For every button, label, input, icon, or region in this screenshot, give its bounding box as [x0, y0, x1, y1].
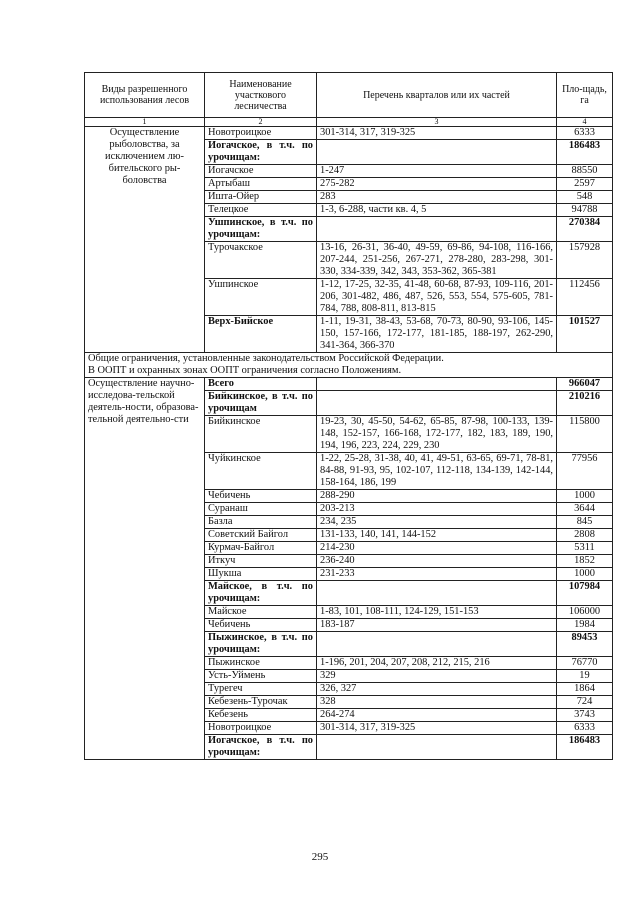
forestry-name-cell: Турегеч [205, 683, 317, 696]
quarters-cell: 131-133, 140, 141, 144-152 [317, 529, 557, 542]
column-number: 1 [85, 118, 205, 127]
forestry-name-cell: Всего [205, 378, 317, 391]
area-cell: 5311 [557, 542, 613, 555]
note-line: Общие ограничения, установленные законодательством Российской Федерации. [88, 353, 444, 364]
area-cell: 3644 [557, 503, 613, 516]
forestry-name-cell: Ушпинское, в т.ч. по урочищам: [205, 217, 317, 242]
quarters-cell: 214-230 [317, 542, 557, 555]
quarters-cell: 1-3, 6-288, части кв. 4, 5 [317, 204, 557, 217]
table-row [85, 127, 613, 140]
forestry-name-cell: Суранаш [205, 503, 317, 516]
forestry-name-cell: Шукша [205, 568, 317, 581]
forestry-name-cell: Кебезень [205, 709, 317, 722]
area-cell: 89453 [557, 632, 613, 657]
forestry-name-cell: Иогачское, в т.ч. по урочищам: [205, 140, 317, 165]
note-line: В ООПТ и охранных зонах ООПТ ограничения согласно Положениям. [88, 365, 402, 376]
forestry-name-cell: Курмач-Байгол [205, 542, 317, 555]
area-cell: 94788 [557, 204, 613, 217]
area-cell: 1864 [557, 683, 613, 696]
header-quarters: Перечень кварталов или их частей [317, 73, 557, 118]
area-cell: 1852 [557, 555, 613, 568]
area-cell: 1984 [557, 619, 613, 632]
forestry-name-cell: Новотроицкое [205, 127, 317, 140]
quarters-cell: 236-240 [317, 555, 557, 568]
forestry-name-cell: Ишта-Ойер [205, 191, 317, 204]
quarters-cell: 203-213 [317, 503, 557, 516]
area-cell: 112456 [557, 279, 613, 316]
forestry-name-cell: Пыжинское [205, 657, 317, 670]
restrictions-note [85, 353, 613, 378]
quarters-cell [317, 581, 557, 606]
area-cell: 107984 [557, 581, 613, 606]
forestry-name-cell: Артыбаш [205, 178, 317, 191]
area-cell: 76770 [557, 657, 613, 670]
forestry-name-cell: Советский Байгол [205, 529, 317, 542]
forestry-name-cell: Кебезень-Турочак [205, 696, 317, 709]
quarters-cell: 1-83, 101, 108-111, 124-129, 151-153 [317, 606, 557, 619]
area-cell: 6333 [557, 127, 613, 140]
quarters-cell: 288-290 [317, 490, 557, 503]
forestry-name-cell: Верх-Бийское [205, 316, 317, 353]
forestry-name-cell: Бийкинское [205, 416, 317, 453]
quarters-cell: 1-196, 201, 204, 207, 208, 212, 215, 216 [317, 657, 557, 670]
area-cell: 77956 [557, 453, 613, 490]
forestry-name-cell: Усть-Уймень [205, 670, 317, 683]
forestry-name-cell: Пыжинское, в т.ч. по урочищам: [205, 632, 317, 657]
quarters-cell: 301-314, 317, 319-325 [317, 127, 557, 140]
area-cell: 186483 [557, 735, 613, 760]
forestry-name-cell: Турочакское [205, 242, 317, 279]
area-cell: 106000 [557, 606, 613, 619]
area-cell: 19 [557, 670, 613, 683]
quarters-cell: 328 [317, 696, 557, 709]
quarters-cell [317, 391, 557, 416]
area-cell: 1000 [557, 490, 613, 503]
quarters-cell: 183-187 [317, 619, 557, 632]
area-cell: 270384 [557, 217, 613, 242]
quarters-cell: 1-247 [317, 165, 557, 178]
quarters-cell: 283 [317, 191, 557, 204]
table-header-row [85, 73, 613, 118]
quarters-cell: 1-12, 17-25, 32-35, 41-48, 60-68, 87-93, 109-116, 201-206, 301-482, 486, 487, 526, 553, 554, 575-605, 781-784, 788, 808-811, 813-815 [317, 279, 557, 316]
quarters-cell: 329 [317, 670, 557, 683]
column-number-row [85, 118, 613, 127]
forestry-name-cell: Ушпинское [205, 279, 317, 316]
forestry-name-cell: Телецкое [205, 204, 317, 217]
header-use-type: Виды разрешенного использования лесов [85, 73, 205, 118]
quarters-cell [317, 735, 557, 760]
column-number: 2 [205, 118, 317, 127]
restrictions-note-row [85, 353, 613, 378]
forestry-name-cell: Иткуч [205, 555, 317, 568]
area-cell: 1000 [557, 568, 613, 581]
table-row [85, 378, 613, 391]
forestry-name-cell: Чебичень [205, 619, 317, 632]
area-cell: 3743 [557, 709, 613, 722]
header-forestry: Наименование участкового лесничества [205, 73, 317, 118]
forestry-name-cell: Иогачское [205, 165, 317, 178]
area-cell: 157928 [557, 242, 613, 279]
quarters-cell [317, 140, 557, 165]
quarters-cell: 234, 235 [317, 516, 557, 529]
quarters-cell: 275-282 [317, 178, 557, 191]
forestry-name-cell: Майское [205, 606, 317, 619]
forestry-name-cell: Иогачское, в т.ч. по урочищам: [205, 735, 317, 760]
quarters-cell [317, 632, 557, 657]
quarters-cell: 301-314, 317, 319-325 [317, 722, 557, 735]
use-type-cell: Осуществление научно-исследова-тельской деятель-ности, образова-тельной деятельно-сти [85, 378, 205, 760]
header-area: Пло-щадь, га [557, 73, 613, 118]
forestry-name-cell: Чебичень [205, 490, 317, 503]
page-number: 295 [311, 851, 329, 863]
area-cell: 210216 [557, 391, 613, 416]
forestry-name-cell: Новотроицкое [205, 722, 317, 735]
area-cell: 966047 [557, 378, 613, 391]
forestry-name-cell: Бийкинское, в т.ч. по урочищам [205, 391, 317, 416]
area-cell: 548 [557, 191, 613, 204]
column-number: 3 [317, 118, 557, 127]
use-type-cell: Осуществление рыболовства, за исключением лю-бительского ры-боловства [85, 127, 205, 353]
area-cell: 724 [557, 696, 613, 709]
area-cell: 115800 [557, 416, 613, 453]
forest-use-table [84, 72, 613, 760]
quarters-cell: 1-22, 25-28, 31-38, 40, 41, 49-51, 63-65, 69-71, 78-81, 84-88, 91-93, 95, 102-107, 112-118, 134-139, 142-144, 158-164, 186, 199 [317, 453, 557, 490]
area-cell: 186483 [557, 140, 613, 165]
quarters-cell: 19-23, 30, 45-50, 54-62, 65-85, 87-98, 100-133, 139-148, 152-157, 166-168, 172-177, 182, 183, 189, 190, 194, 196, 223, 224, 229, 230 [317, 416, 557, 453]
quarters-cell: 326, 327 [317, 683, 557, 696]
area-cell: 88550 [557, 165, 613, 178]
quarters-cell: 231-233 [317, 568, 557, 581]
quarters-cell: 264-274 [317, 709, 557, 722]
area-cell: 101527 [557, 316, 613, 353]
quarters-cell: 13-16, 26-31, 36-40, 49-59, 69-86, 94-108, 116-166, 207-244, 251-256, 267-271, 278-280, 283-298, 301-330, 334-339, 342, 343, 353-362, 365-381 [317, 242, 557, 279]
forestry-name-cell: Базла [205, 516, 317, 529]
column-number: 4 [557, 118, 613, 127]
area-cell: 2808 [557, 529, 613, 542]
area-cell: 6333 [557, 722, 613, 735]
forestry-name-cell: Чуйкинское [205, 453, 317, 490]
quarters-cell: 1-11, 19-31, 38-43, 53-68, 70-73, 80-90, 93-106, 145-150, 157-166, 172-177, 181-185, 188-197, 262-290, 341-364, 366-370 [317, 316, 557, 353]
quarters-cell [317, 378, 557, 391]
area-cell: 2597 [557, 178, 613, 191]
quarters-cell [317, 217, 557, 242]
forestry-name-cell: Майское, в т.ч. по урочищам: [205, 581, 317, 606]
area-cell: 845 [557, 516, 613, 529]
